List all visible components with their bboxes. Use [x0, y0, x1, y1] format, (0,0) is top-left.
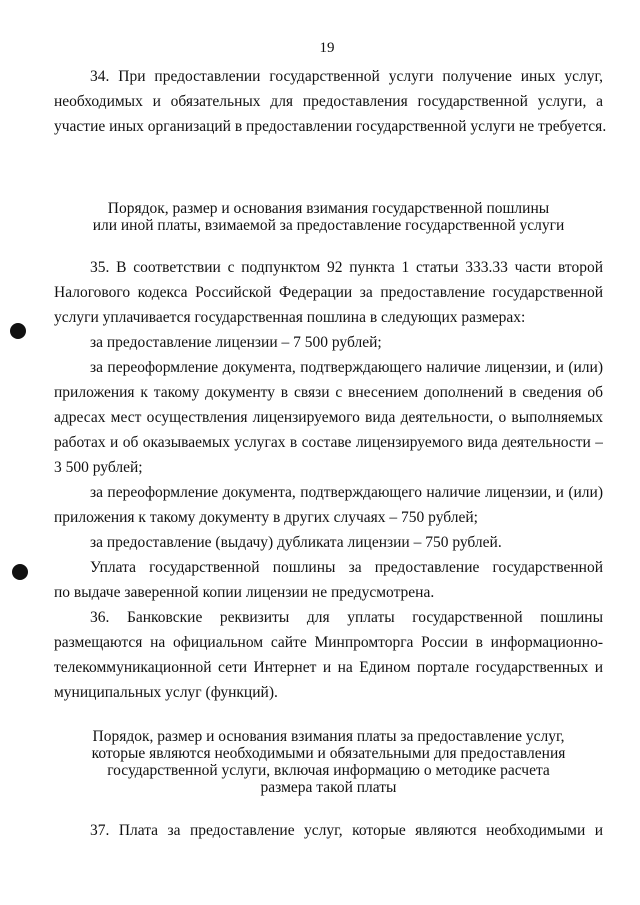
section-heading-state-fee [54, 200, 603, 234]
text-line: приложения к такому документу в других случаях – 750 рублей; [54, 509, 478, 526]
paragraph-37 [54, 818, 603, 843]
text-line: телекоммуникационной сети Интернет и на Едином портале государственных и [54, 659, 603, 676]
heading-line: Порядок, размер и основания взимания государственной пошлины [107, 200, 550, 217]
text-line: размещаются на официальном сайте Минпромторга России в информационно- [54, 634, 603, 651]
text-line: 36. Банковские реквизиты для уплаты государственной пошлины [90, 609, 603, 626]
binder-hole-mark [10, 323, 26, 339]
text-line: муниципальных услуг (функций). [54, 684, 278, 701]
document-body [54, 64, 607, 843]
text-line: 34. При предоставлении государственной услуги получение иных услуг, [90, 68, 603, 85]
fee-item-reissue-additions [54, 355, 603, 480]
text-line: приложения к такому документу в связи с внесением дополнений в сведения об [54, 384, 603, 401]
text-line: участие иных организаций в предоставлении государственной услуги не требуется. [54, 118, 607, 135]
section-heading-required-services-fee [54, 728, 603, 796]
text-line: Уплата государственной пошлины за предоставление государственной [90, 559, 603, 576]
heading-line: или иной платы, взимаемой за предоставление государственной услуги [92, 217, 565, 234]
paragraph-34 [54, 64, 607, 139]
text-line: Налогового кодекса Российской Федерации за предоставление государственной [54, 284, 603, 301]
heading-line: размера такой платы [260, 779, 397, 796]
text-line: 3 500 рублей; [54, 459, 143, 476]
text-line: услуги уплачивается государственная пошлина в следующих размерах: [54, 309, 526, 326]
paragraph-35 [54, 255, 603, 330]
page-number: 19 [319, 40, 335, 56]
text-line: за переоформление документа, подтверждающего наличие лицензии, и (или) [90, 359, 603, 376]
paragraph-36 [54, 605, 603, 705]
fee-item-reissue-other [54, 480, 603, 530]
binder-hole-mark [12, 564, 28, 580]
text-line: по выдаче заверенной копии лицензии не предусмотрена. [54, 584, 435, 601]
text-line: за переоформление документа, подтверждающего наличие лицензии, и (или) [90, 484, 603, 501]
paragraph-certified-copy-fee [54, 555, 603, 605]
text-line: 35. В соответствии с подпунктом 92 пункта 1 статьи 333.33 части второй [90, 259, 603, 276]
text-line: работах и об оказываемых услугах в составе лицензируемого вида деятельности – [54, 434, 603, 451]
heading-line: Порядок, размер и основания взимания платы за предоставление услуг, [92, 728, 565, 745]
fee-item-license [54, 330, 603, 355]
text-line: 37. Плата за предоставление услуг, которые являются необходимыми и [90, 822, 603, 839]
text-line: за предоставление лицензии – 7 500 рублей; [90, 334, 382, 351]
text-line: необходимых и обязательных для предоставления государственной услуги, а [54, 93, 603, 110]
text-line: адресах мест осуществления лицензируемого вида деятельности, о выполняемых [54, 409, 603, 426]
heading-line: которые являются необходимыми и обязательными для предоставления [91, 745, 566, 762]
heading-line: государственной услуги, включая информацию о методике расчета [107, 762, 550, 779]
fee-item-duplicate [54, 530, 603, 555]
text-line: за предоставление (выдачу) дубликата лицензии – 750 рублей. [90, 534, 502, 551]
